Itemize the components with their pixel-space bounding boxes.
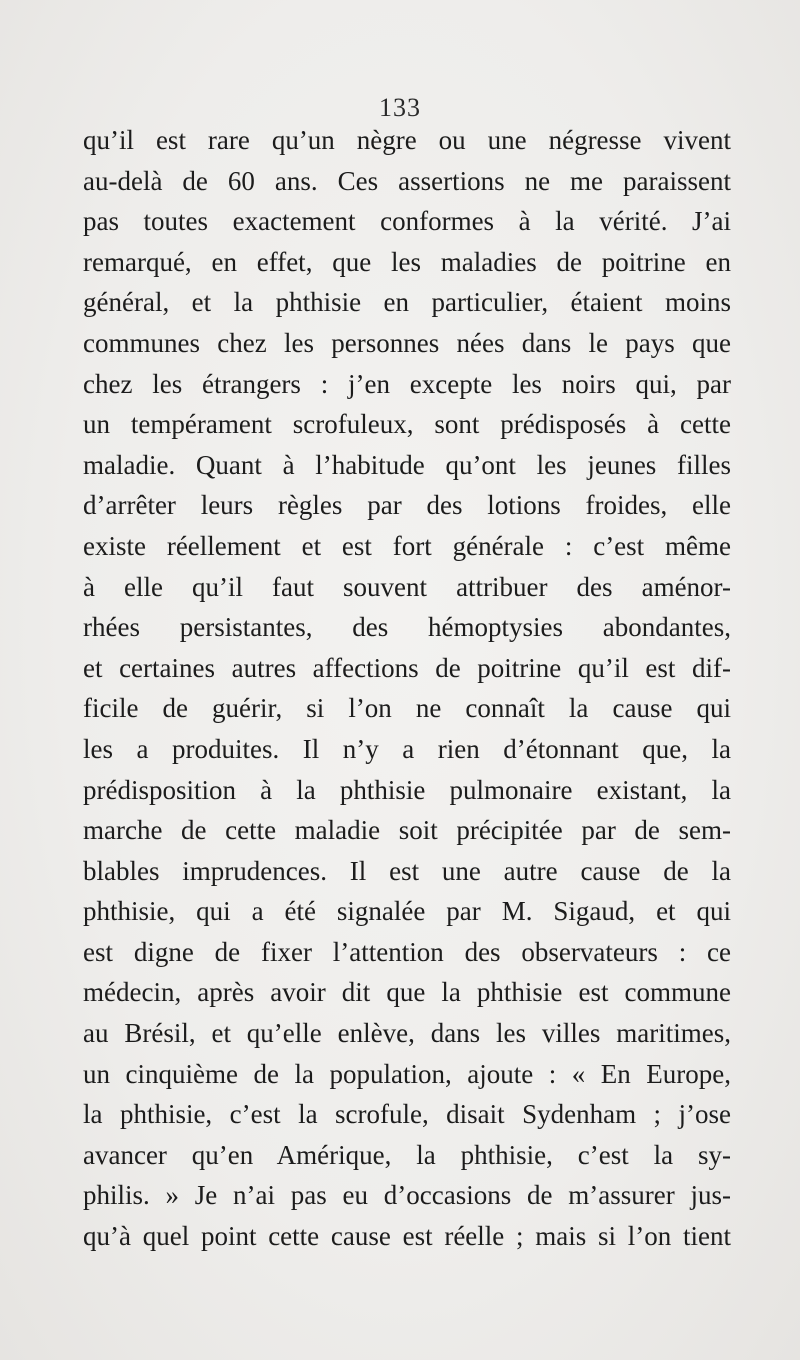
text-line: un cinquième de la population, ajoute : « En Europe, (83, 1058, 731, 1089)
text-line: la phthisie, c’est la scrofule, disait Sydenham ; j’ose (83, 1099, 731, 1130)
text-line: au Brésil, et qu’elle enlève, dans les villes maritimes, (83, 1018, 731, 1049)
text-line: médecin, après avoir dit que la phthisie est commune (83, 977, 731, 1008)
text-line: au-delà de 60 ans. Ces assertions ne me paraissent (83, 165, 731, 196)
text-line: marche de cette maladie soit précipitée par de sem- (83, 815, 731, 846)
text-line: d’arrêter leurs règles par des lotions froides, elle (83, 490, 731, 521)
text-line: les a produites. Il n’y a rien d’étonnant que, la (83, 733, 731, 764)
text-line: prédisposition à la phthisie pulmonaire existant, la (83, 774, 731, 805)
text-line: et certaines autres affections de poitrine qu’il est dif- (83, 652, 731, 683)
text-line: avancer qu’en Amérique, la phthisie, c’est la sy- (83, 1139, 731, 1170)
text-line: ficile de guérir, si l’on ne connaît la cause qui (83, 693, 731, 724)
text-line: philis. » Je n’ai pas eu d’occasions de m’assurer jus- (83, 1180, 731, 1211)
text-line: qu’il est rare qu’un nègre ou une négresse vivent (83, 125, 731, 155)
text-line: est digne de fixer l’attention des observateurs : ce (83, 936, 731, 967)
text-line: communes chez les personnes nées dans le pays que (83, 327, 731, 358)
text-line: un tempérament scrofuleux, sont prédisposés à cette (83, 409, 731, 440)
text-line: chez les étrangers : j’en excepte les noirs qui, par (83, 368, 731, 399)
text-line: existe réellement et est fort générale : c’est même (83, 530, 731, 561)
text-line: qu’à quel point cette cause est réelle ; mais si l’on tient (83, 1221, 731, 1252)
text-line: à elle qu’il faut souvent attribuer des aménor- (83, 571, 731, 602)
text-line: maladie. Quant à l’habitude qu’ont les jeunes filles (83, 449, 731, 480)
page-number: 133 (379, 93, 421, 122)
text-line: phthisie, qui a été signalée par M. Sigaud, et qui (83, 896, 731, 927)
body-text (83, 120, 731, 1257)
text-line: général, et la phthisie en particulier, étaient moins (83, 287, 731, 318)
text-line: pas toutes exactement conformes à la vérité. J’ai (83, 206, 731, 237)
text-line: rhées persistantes, des hémoptysies abondantes, (83, 612, 731, 643)
text-line: remarqué, en effet, que les maladies de poitrine en (83, 246, 731, 277)
text-line: blables imprudences. Il est une autre cause de la (83, 855, 731, 886)
